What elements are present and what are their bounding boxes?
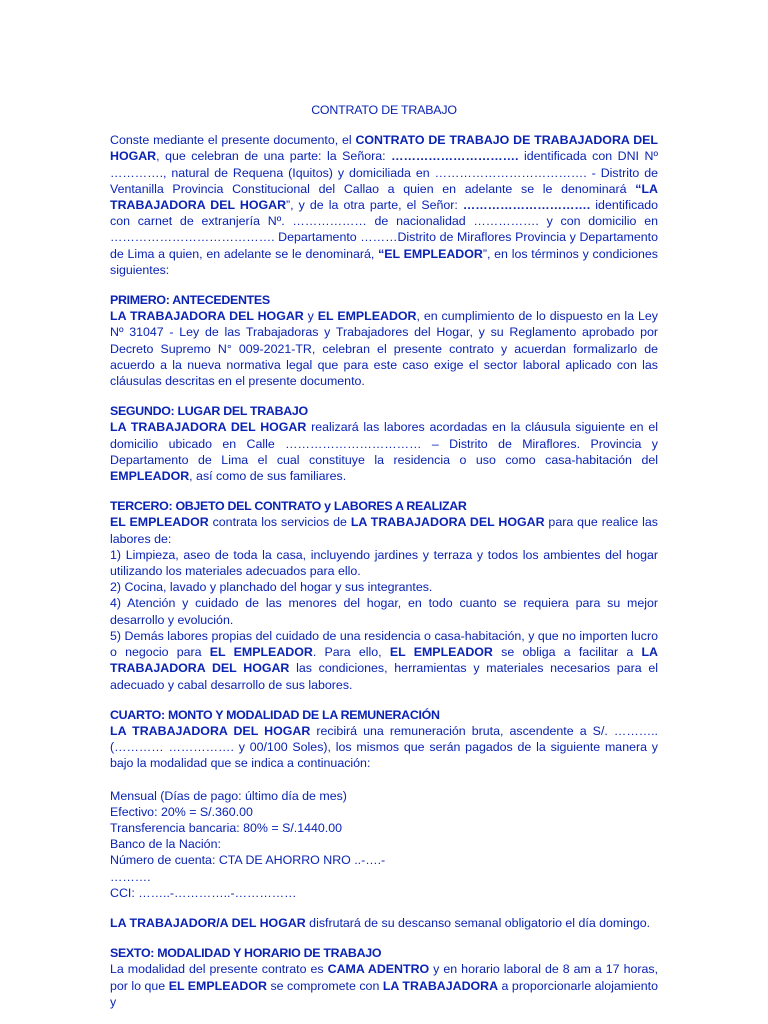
section-lugar-trabajo (110, 403, 658, 484)
section-heading: TERCERO: OBJETO DEL CONTRATO y LABORES A REALIZAR (110, 499, 467, 514)
bold-text: CONTRATO DE TRABAJO DE TRABAJADORA DEL HOGAR (110, 133, 658, 164)
section-remuneracion (110, 707, 658, 901)
bold-text: LA TRABAJADORA DEL HOGAR (110, 309, 304, 324)
body-text: , en cumplimiento de lo dispuesto en la Ley Nº 31047 - Ley de las Trabajadoras y Trabajadores del Hogar, y su Reglamento aprobado por Decreto Supremo N° 009-2021-TR, celebran el presente contrato y acuerdan formalizarlo de acuerdo a la nueva normativa legal que para este caso exige el sector laboral aplicado con las cláusulas descritas en el presente documento. (110, 309, 658, 389)
section-heading: SEGUNDO: LUGAR DEL TRABAJO (110, 404, 308, 419)
body-text: se obliga a facilitar a (492, 645, 642, 660)
bold-text: LA TRABAJADORA (382, 978, 499, 993)
body-text: para que realice las labores de: (110, 515, 658, 546)
list-item: 4) Atención y cuidado de las menores del hogar, en todo cuanto se requiera para su mejor desarrollo y evolución. (110, 596, 658, 627)
bold-text: “LA TRABAJADORA DEL HOGAR (110, 181, 658, 213)
bold-text: EMPLEADOR (110, 469, 190, 484)
section-heading: SEXTO: MODALIDAD Y HORARIO DE TRABAJO (110, 946, 382, 961)
bold-text: EL EMPLEADOR (168, 978, 267, 993)
page-title: CONTRATO DE TRABAJO (311, 103, 457, 117)
list-item: 1) Limpieza, aseo de toda la casa, incluyendo jardines y terraza y todos los ambientes del hogar utilizando los materiales adecuados para ello. (110, 547, 658, 579)
body-text: las condiciones, herramientas y materiales necesarios para el adecuado y cabal desarrollo de sus labores. (110, 661, 658, 692)
descanso-paragraph (110, 915, 658, 931)
section-antecedentes (110, 292, 658, 389)
body-text: a proporcionarle alojamiento y (110, 978, 658, 1009)
body-text: Conste mediante el presente documento, el (110, 133, 356, 148)
section-heading: PRIMERO: ANTECEDENTES (110, 293, 270, 308)
body-text: realizará las labores acordadas en la cláusula siguiente en el domicilio ubicado en Calle …………………………… – Distrito de Miraflores. Provincia y Departamento de Lima el cual constituye la residencia o uso como casa-habitación del (110, 420, 658, 467)
body-text: identificado con carnet de extranjería Nº. ……………… de nacionalidad ……………. y con domicilio en …………………………………. Departamento ………Distrito de Miraflores Provincia y Departamento de Lima a quien, en adelante se le denominará, (110, 198, 658, 261)
body-text: disfrutará de su descanso semanal obligatorio el día domingo. (305, 915, 651, 930)
bold-text: EL EMPLEADOR (209, 645, 313, 660)
intro-paragraph (110, 132, 658, 278)
bold-text: EL EMPLEADOR (389, 645, 493, 660)
bold-text: CAMA ADENTRO (327, 962, 430, 977)
payment-line: Efectivo: 20% = S/.360.00 (110, 804, 253, 819)
section-paragraph (110, 723, 658, 772)
section-heading: CUARTO: MONTO Y MODALIDAD DE LA REMUNERACIÓN (110, 707, 440, 722)
payment-line: Mensual (Días de pago: último día de mes) (110, 788, 347, 803)
section-objeto-contrato (110, 498, 658, 692)
body-text: y (303, 309, 318, 324)
section-paragraph (110, 308, 658, 389)
bold-text: LA TRABAJADORA DEL HOGAR (110, 645, 659, 676)
body-text: . Para ello, (312, 645, 390, 660)
bold-text: EL EMPLEADOR (110, 515, 209, 530)
bold-text: “EL EMPLEADOR (378, 246, 483, 261)
bold-text: LA TRABAJADOR/A DEL HOGAR (110, 915, 306, 930)
list-item: 2) Cocina, lavado y planchado del hogar y sus integrantes. (110, 580, 433, 595)
payment-line: Transferencia bancaria: 80% = S/.1440.00 (110, 820, 343, 835)
payment-line: Banco de la Nación: (110, 837, 221, 852)
body-text: contrata los servicios de (208, 515, 351, 530)
payment-line: CCI: ……..-…………..-…………… (110, 885, 297, 900)
body-text: y en horario laboral de 8 am a 17 horas, por lo que (110, 962, 659, 993)
body-text: La modalidad del presente contrato es (110, 962, 328, 977)
payment-line: ………. (110, 869, 151, 884)
bold-text: …………………………. (391, 149, 519, 164)
section-paragraph (110, 419, 658, 484)
body-text: ”, y de la otra parte, el Señor: (286, 198, 463, 213)
bold-text: LA TRABAJADORA DEL HOGAR (110, 723, 311, 738)
body-text: ”, en los términos y condiciones siguientes: (110, 246, 658, 277)
bold-text: LA TRABAJADORA DEL HOGAR (110, 420, 307, 435)
list-item (110, 628, 658, 693)
body-text: , así como de sus familiares. (189, 469, 347, 484)
section-paragraph (110, 961, 658, 1010)
body-text: identificada con DNI Nº …………., natural de Requena (Iquitos) y domiciliada en ………………………………. - Distrito de Ventanilla Provincia Constitucional del Callao a quien en adelante se le denominará (110, 149, 658, 196)
bold-text: LA TRABAJADORA DEL HOGAR (350, 515, 545, 530)
section-horario (110, 945, 658, 1010)
body-text: recibirá una remuneración bruta, ascendente a S/. ……….. (………… ……………. y 00/100 Soles), los mismos que serán pagados de la siguiente manera y bajo la modalidad que se indica a continuación: (110, 723, 658, 771)
bold-text: …………………………. (462, 198, 591, 213)
body-text: 5) Demás labores propias del cuidado de una residencia o casa-habitación, y que no importen lucro o negocio para (110, 628, 658, 660)
body-text: se compromete con (266, 978, 383, 993)
bold-text: EL EMPLEADOR (317, 309, 417, 324)
section-paragraph (110, 514, 658, 546)
body-text: , que celebran de una parte: la Señora: (156, 149, 392, 164)
payment-line: Número de cuenta: CTA DE AHORRO NRO ..-….- (110, 853, 386, 868)
